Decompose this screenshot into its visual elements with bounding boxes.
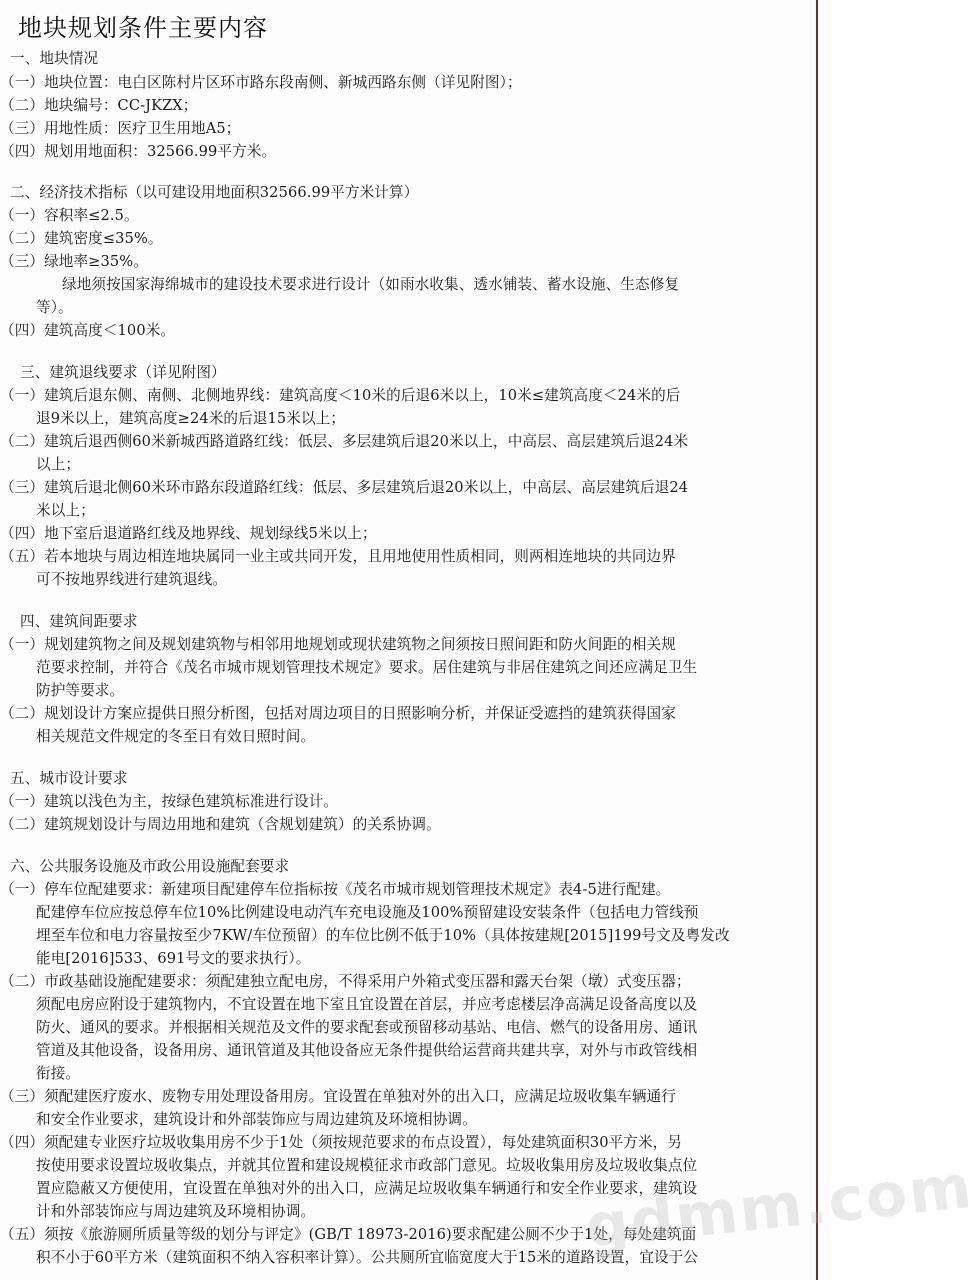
clause-line: 衔接。 xyxy=(36,1065,81,1082)
page-title: 地块规划条件主要内容 xyxy=(18,14,268,42)
clause-line: （一）建筑以浅色为主，按绿色建筑标准进行设计。 xyxy=(0,793,338,810)
clause-line: （五）若本地块与周边相连地块属同一业主或共同开发，且用地使用性质相同，则两相连地块的共同边界 xyxy=(0,548,676,565)
section-heading: 五、城市设计要求 xyxy=(10,770,128,787)
clause-line: （一）建筑后退东侧、南侧、北侧地界线：建筑高度＜10米的后退6米以上，10米≤建筑高度＜24米的后 xyxy=(0,387,681,404)
clause-line: （四）须配建专业医疗垃圾收集用房不少于1处（须按规范要求的布点设置），每处建筑面积30平方米，另 xyxy=(0,1134,683,1151)
clause-line: 防护等要求。 xyxy=(36,682,125,699)
clause-line: （二）建筑后退西侧60米新城西路道路红线：低层、多层建筑后退20米以上，中高层、高层建筑后退24米 xyxy=(0,433,689,450)
section-heading: 一、地块情况 xyxy=(10,50,99,67)
clause-line: （四）规划用地面积：32566.99平方米。 xyxy=(0,143,277,160)
section-heading: 四、建筑间距要求 xyxy=(20,613,138,630)
clause-line: 退9米以上，建筑高度≥24米的后退15米以上； xyxy=(36,410,346,427)
clause-line: （一）停车位配建要求：新建项目配建停车位指标按《茂名市城市规划管理技术规定》表4-5进行配建。 xyxy=(0,881,671,898)
clause-line: 积不小于60平方米（建筑面积不纳入容积率计算）。公共厕所宜临宽度大于15米的道路设置，宜设于公 xyxy=(36,1249,699,1266)
clause-line: 置应隐蔽又方便使用，宜设置在单独对外的出入口，应满足垃圾收集车辆通行和安全作业要求，建筑设 xyxy=(36,1180,698,1197)
clause-line: 计和外部装饰应与周边建筑及环境相协调。 xyxy=(36,1203,316,1220)
clause-line: 须配电房应附设于建筑物内，不宜设置在地下室且宜设置在首层，并应考虑楼层净高满足设备高度以及 xyxy=(36,996,698,1013)
clause-line: （二）地块编号：CC-JKZX； xyxy=(0,97,198,114)
clause-line: 埋至车位和电力容量按至少7KW/车位预留）的车位比例不低于10%（具体按建规[2015]199号文及粤发改 xyxy=(36,927,730,944)
clause-line: （三）用地性质：医疗卫生用地A5； xyxy=(0,120,241,137)
clause-line: （三）须配建医疗废水、废物专用处理设备用房。宜设置在单独对外的出入口，应满足垃圾收集车辆通行 xyxy=(0,1088,676,1105)
clause-line: （二）市政基础设施配建要求：须配建独立配电房，不得采用户外箱式变压器和露天台架（墩）式变压器； xyxy=(0,973,691,990)
clause-line: 范要求控制，并符合《茂名市城市规划管理技术规定》要求。居住建筑与非居住建筑之间还应满足卫生 xyxy=(36,659,698,676)
clause-line: （三）绿地率≥35%。 xyxy=(0,253,148,270)
clause-line: （一）容积率≤2.5。 xyxy=(0,207,139,224)
clause-line: 能电[2016]533、691号文的要求执行）。 xyxy=(36,950,311,967)
section-heading: 三、建筑退线要求（详见附图） xyxy=(20,364,226,381)
clause-line: 防火、通风的要求。并根据相关规范及文件的要求配套或预留移动基站、电信、燃气的设备用房、通讯 xyxy=(36,1019,698,1036)
clause-line: （二）建筑规划设计与周边用地和建筑（含规划建筑）的关系协调。 xyxy=(0,816,441,833)
page-edge xyxy=(816,0,818,1280)
section-heading: 六、公共服务设施及市政公用设施配套要求 xyxy=(10,858,290,875)
clause-line: 可不按地界线进行建筑退线。 xyxy=(36,571,228,588)
clause-line: 等）。 xyxy=(36,299,73,316)
clause-line: （三）建筑后退北侧60米环市路东段道路红线：低层、多层建筑后退20米以上，中高层、高层建筑后退24 xyxy=(0,479,689,496)
clause-line: （一）地块位置：电白区陈村片区环市路东段南侧、新城西路东侧（详见附图）； xyxy=(0,74,522,91)
clause-line: 按使用要求设置垃圾收集点，并就其位置和建设规模征求市政部门意见。垃圾收集用房及垃圾收集点位 xyxy=(36,1157,698,1174)
clause-line: 管道及其他设备，设备用房、通讯管道及其他设备应无条件提供给运营商共建共享，对外与市政管线相 xyxy=(36,1042,698,1059)
clause-line: 相关规范文件规定的冬至日有效日照时间。 xyxy=(36,728,316,745)
clause-line: （二）建筑密度≤35%。 xyxy=(0,230,163,247)
clause-line: （一）规划建筑物之间及规划建筑物与相邻用地规划或现状建筑物之间须按日照间距和防火间距的相关规 xyxy=(0,636,676,653)
clause-line: 以上； xyxy=(36,456,81,473)
clause-line: 米以上； xyxy=(36,502,95,519)
watermark: gdmm.com xyxy=(582,1151,977,1263)
clause-line: （四）地下室后退道路红线及地界线、规划绿线5米以上； xyxy=(0,525,377,542)
section-heading: 二、经济技术指标（以可建设用地面积32566.99平方米计算） xyxy=(10,184,419,201)
clause-line: （二）规划设计方案应提供日照分析图，包括对周边项目的日照影响分析，并保证受遮挡的建筑获得国家 xyxy=(0,705,676,722)
clause-line: 配建停车位应按总停车位10%比例建设电动汽车充电设施及100%预留建设安装条件（包括电力管线预 xyxy=(36,904,699,921)
clause-line: （五）须按《旅游厕所质量等级的划分与评定》(GB/T 18973-2016)要求配建公厕不少于1处，每处建筑面 xyxy=(0,1226,697,1243)
clause-line: 和安全作业要求，建筑设计和外部装饰应与周边建筑及环境相协调。 xyxy=(36,1111,477,1128)
clause-line: 绿地须按国家海绵城市的建设技术要求进行设计（如雨水收集、透水铺装、蓄水设施、生态修复 xyxy=(62,276,680,293)
clause-line: （四）建筑高度＜100米。 xyxy=(0,322,176,339)
